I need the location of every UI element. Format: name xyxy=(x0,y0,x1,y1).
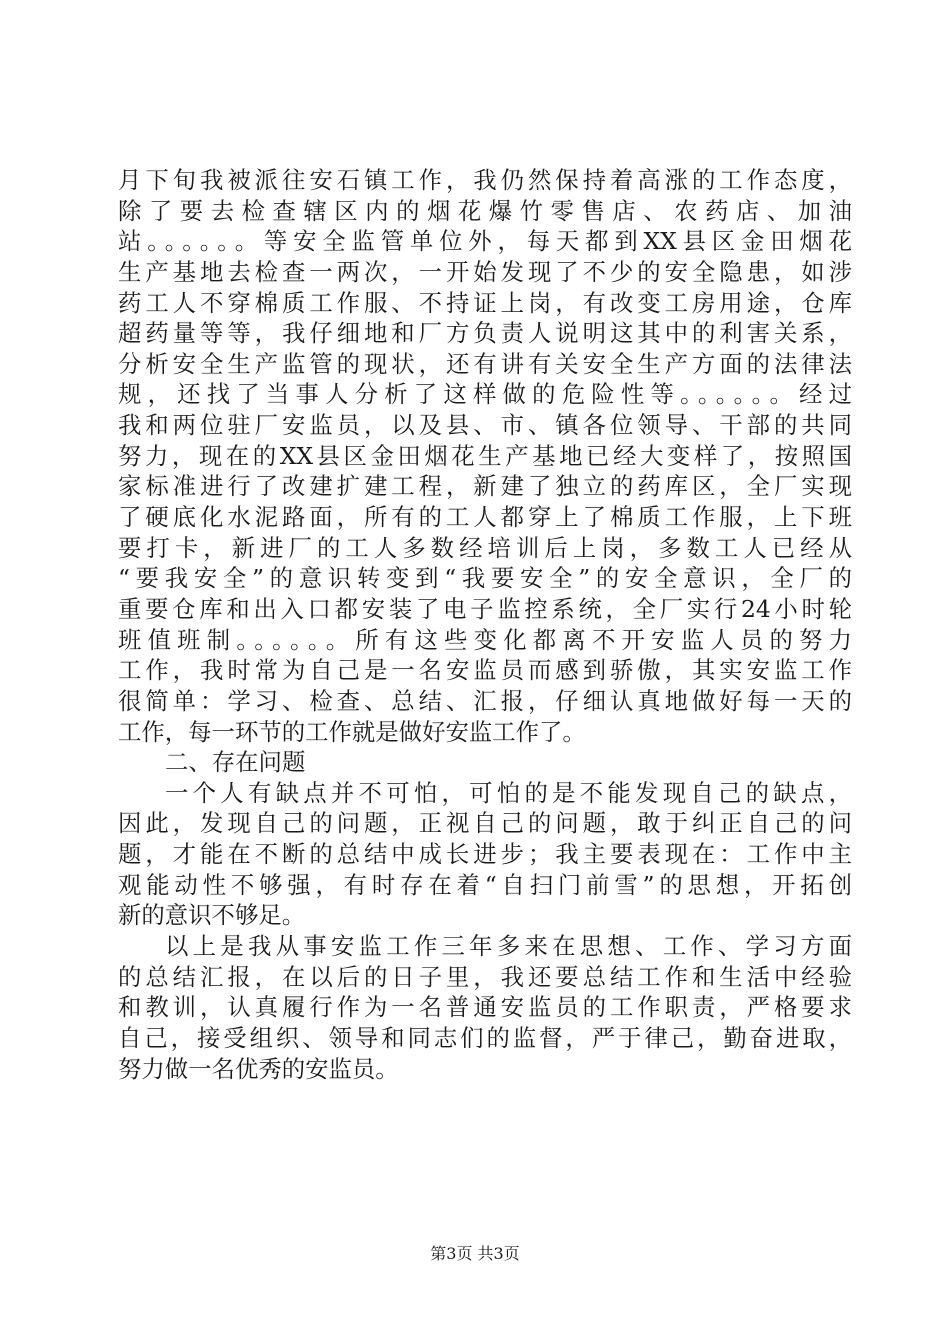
text-line: 我和两位驻厂安监员，以及县、市、镇各位领导、干部的共同 xyxy=(118,411,852,440)
text-line: 药工人不穿棉质工作服、不持证上岗，有改变工房用途，仓库 xyxy=(118,288,852,317)
text-line: 的总结汇报，在以后的日子里，我还要总结工作和生活中经验 xyxy=(118,962,852,991)
text-line: 要打卡，新进厂的工人多数经培训后上岗，多数工人已经从 xyxy=(118,533,852,562)
text-line: 超药量等等，我仔细地和厂方负责人说明这其中的利害关系， xyxy=(118,319,852,348)
text-line: 家标准进行了改建扩建工程，新建了独立的药库区，全厂实现 xyxy=(118,472,852,501)
text-line: 工作，我时常为自己是一名安监员而感到骄傲，其实安监工作 xyxy=(118,656,852,685)
text-line: 二、存在问题 xyxy=(165,748,306,777)
document-body xyxy=(118,165,852,1084)
text-line: “要我安全”的意识转变到“我要安全”的安全意识，全厂的 xyxy=(118,564,852,593)
text-line: 分析安全生产监管的现状，还有讲有关安全生产方面的法律法 xyxy=(118,349,852,378)
text-line: 除了要去检查辖区内的烟花爆竹零售店、农药店、加油 xyxy=(118,196,852,225)
text-line: 班值班制。。。。。。所有这些变化都离不开安监人员的努力 xyxy=(118,625,852,654)
text-line: 和教训，认真履行作为一名普通安监员的工作职责，严格要求 xyxy=(118,993,852,1022)
text-line: 观能动性不够强，有时存在着“自扫门前雪”的思想，开拓创 xyxy=(118,870,852,899)
text-line: 规，还找了当事人分析了这样做的危险性等。。。。。。经过 xyxy=(118,380,852,409)
text-line: 月下旬我被派往安石镇工作，我仍然保持着高涨的工作态度， xyxy=(118,166,852,194)
text-line: 很简单：学习、检查、总结、汇报，仔细认真地做好每一天的 xyxy=(118,686,852,715)
text-line: 重要仓库和出入口都安装了电子监控系统，全厂实行24小时轮 xyxy=(118,594,852,623)
text-line: 努力做一名优秀的安监员。 xyxy=(118,1054,399,1083)
text-line: 生产基地去检查一两次，一开始发现了不少的安全隐患，如涉 xyxy=(118,257,852,286)
text-line: 以上是我从事安监工作三年多来在思想、工作、学习方面 xyxy=(165,932,852,961)
text-line: 因此，发现自己的问题，正视自己的问题，敢于纠正自己的问 xyxy=(118,809,852,838)
text-line: 努力，现在的XX县区金田烟花生产基地已经大变样了，按照国 xyxy=(118,441,852,470)
text-line: 站。。。。。。等安全监管单位外，每天都到XX县区金田烟花 xyxy=(118,227,852,256)
text-line: 新的意识不够足。 xyxy=(118,901,306,930)
text-line: 工作，每一环节的工作就是做好安监工作了。 xyxy=(118,717,586,746)
text-line: 了硬底化水泥路面，所有的工人都穿上了棉质工作服，上下班 xyxy=(118,503,852,532)
text-line: 一个人有缺点并不可怕，可怕的是不能发现自己的缺点， xyxy=(165,778,852,807)
page-footer: 第3页 共3页 xyxy=(430,1244,520,1263)
text-line: 自己，接受组织、领导和同志们的监督，严于律己，勤奋进取， xyxy=(118,1023,852,1052)
text-line: 题，才能在不断的总结中成长进步；我主要表现在：工作中主 xyxy=(118,840,852,869)
